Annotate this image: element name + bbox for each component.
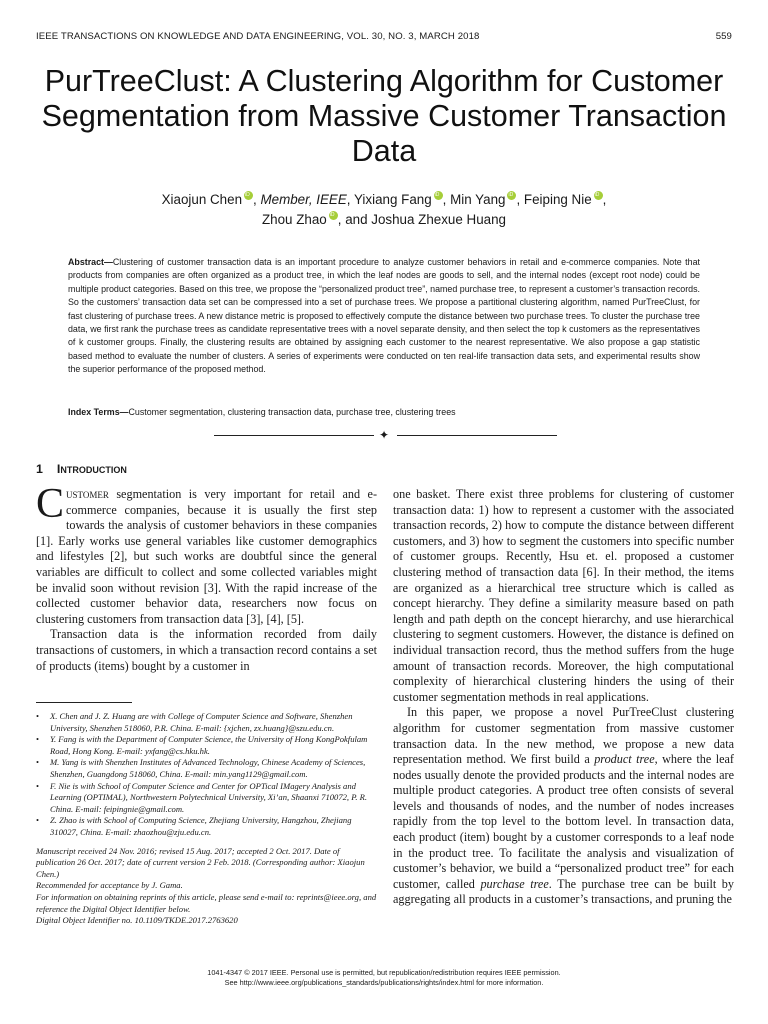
paragraph [393,705,734,908]
paragraph: Transaction data is the information recorded from daily transactions of customers, in which a transaction record contains a set of products (items) bought by a customer in [36,627,377,673]
section-heading [36,462,127,476]
author-list: Xiaojun CheniD , Member, IEEE, Yixiang FangiD , Min YangiD , Feiping NieiD , Zhou ZhaoiD , and Joshua Zhexue Huang [60,190,708,230]
affiliation-note: • F. Nie is with School of Computer Science and Center for OPTical IMagery Analysis and Learning (OPTIMAL), Northwestern Polytechnical University, Xi’an, Shaanxi 710072, P. R. China. E-mail: feipingnie@gmail.com. [36,781,377,816]
author-name: Xiaojun Chen [161,192,243,207]
affiliation-note: • Y. Fang is with the Department of Computer Science, the University of Hong KongPokfulam Road, Hong Kong. E-mail: yxfang@cs.hku.hk. [36,734,377,757]
paragraph [36,481,377,627]
page-number: 559 [715,31,732,42]
paragraph-text: segmentation is very important for retail and e-commerce companies, because it is usually the first step towards the analysis of customer behaviors in these companies [1]. Early works use general variables like customer demographics and lifestyles [2], but such works are doubtful since the general variables are difficult to collect and some collected variables might be invalid soon without revision [3]. With the rapid increase of the collected customer behavior data, researchers now focus on clustering customers from transaction data [3], [4], [5]. [36,487,377,626]
left-column [36,481,377,674]
author-name: Joshua Zhexue Huang [371,212,507,227]
abstract-label: Abstract [68,257,105,267]
index-terms-label: Index Terms [68,407,120,417]
first-word: ustomer [66,487,109,501]
author-name: Yixiang Fang [354,192,432,207]
copyright-notice [40,968,728,988]
abstract-text: Clustering of customer transaction data is an important procedure to analyze customer behaviors in retail and e-commerce companies. Note that products from companies are often organized as a product tree, in which the leaf nodes are goods to sell, and the internal nodes (except root node) could be multiple product categories. Based on this tree, we propose the “personalized product tree”, named purchase tree, to represent a customer’s transaction records. So the customers’ transaction data set can be compressed into a set of purchase trees. We propose a partitional clustering algorithm, named PurTreeClust, for fast clustering of purchase trees. A new distance metric is proposed to effectively compute the distance between two purchase trees. To cluster the purchase tree data, we first rank the purchase trees as candidate representative trees with a novel separate density, and then select the top k customers as the representatives of k customer groups. Finally, the clustering results are obtained by assigning each customer to the nearest representative. We also propose a gap statistic based method to evaluate the number of clusters. A series of experiments were conducted on ten real-life transaction data sets, and experimental results show the superior performance of the proposed method. [68,257,700,375]
orcid-icon[interactable] [329,211,338,220]
paragraph-text: In this paper, we propose a novel PurTreeClust clustering algorithm for customer segmentation from massive customer transaction data. In the new method, we propose a new data representation method. We first build a [393,705,734,767]
recommended-note: Recommended for acceptance by J. Gama. [36,880,183,891]
copyright-line: 1041-4347 © 2017 IEEE. Personal use is permitted, but republication/redistribution requires IEEE permission. [207,968,561,977]
manuscript-info [36,846,377,927]
section-divider [214,428,557,442]
manuscript-dates: Manuscript received 24 Nov. 2016; revised 15 Aug. 2017; accepted 2 Oct. 2017. Date of publication 26 Oct. 2017; date of current version 2 Feb. 2018. (Corresponding author: Xiaojun Chen.) [36,845,365,879]
footnote-rule [36,702,132,703]
reprints-note: For information on obtaining reprints of this article, please send e-mail to: reprints@ieee.org, and reference the Digital Object Identifier below. [36,891,377,914]
orcid-icon[interactable] [244,191,253,200]
paragraph-text: , where the leaf nodes usually denote the provided products and the internal nodes are multiple product categories. A product tree often consists of several levels and thousands of nodes, and the number of nodes increases rapidly from the top level to the bottom level. In transaction data, each product (item) bought by a customer corresponds to a leaf node in the product tree. To facilitate the analysis and visualization of customer’s behavior, we build a “personalized product tree” for each customer, called [393,752,734,891]
author-separator: , and [337,212,372,227]
drop-cap: C [36,481,65,527]
affiliation-note: • M. Yang is with Shenzhen Institutes of Advanced Technology, Chinese Academy of Sciences, Shenzhen, Guangdong 518060, China. E-mail: min.yang1129@gmail.com. [36,757,377,780]
emphasis: product tree [594,752,655,767]
paper-title: PurTreeClust: A Clustering Algorithm for Customer Segmentation from Massive Customer Transaction Data [41,64,727,168]
index-terms: Index Terms—Customer segmentation, clustering transaction data, purchase tree, clustering trees [68,407,456,417]
footnotes [36,711,377,927]
affiliation-note: • Z. Zhao is with School of Computing Science, Zhejiang University, Hangzhou, Zhejiang 310027, China. E-mail: zhaozhou@zju.edu.cn. [36,815,377,838]
affiliation-note: • X. Chen and J. Z. Huang are with College of Computer Science and Software, Shenzhen University, Shenzhen 518060, P.R. China. E-mail: {xjchen, zx.huang}@szu.edu.cn. [36,711,377,734]
paragraph-text: . The purchase tree can be built by aggregating all products in a customer’s transactions, and pruning the [393,876,734,907]
abstract: Abstract—Clustering of customer transaction data is an important procedure to analyze customer behaviors in retail and e-commerce companies. Note that products from companies are often organized as a product tree, in which the leaf nodes are goods to sell, and the internal nodes (except root node) could be multiple product categories. Based on this tree, we propose the “personalized product tree”, named purchase tree, to represent a customer’s transaction records. So the customers’ transaction data set can be compressed into a set of purchase trees. We propose a partitional clustering algorithm, named PurTreeClust, for fast clustering of purchase trees. A new distance metric is proposed to effectively compute the distance between two purchase trees. To cluster the purchase tree data, we first rank the purchase trees as candidate representative trees with a novel separate density, and then select the top k customers as the representatives of k customer groups. Finally, the clustering results are obtained by assigning each customer to the nearest representative. We also propose a gap statistic based method to evaluate the number of clusters. A series of experiments were conducted on ten real-life transaction data sets, and experimental results show the superior performance of the proposed method. [68,257,700,375]
doi-note: Digital Object Identifier no. 10.1109/TKDE.2017.2763620 [36,915,238,926]
author-role: Member, IEEE [260,192,347,207]
orcid-icon[interactable] [507,191,516,200]
running-header [36,31,732,45]
paragraph: one basket. There exist three problems for clustering of customer transaction data: 1) how to represent a customer with the associated transaction records, 2) how to compute the distance between different customers, and 3) how to segment the customers into specific number of customer groups. Recently, Hsu et. el. proposed a customer clustering method of transaction data [6]. In their method, the items are organized as a hierarchical tree structure which is called as concept hierarchy. They define a similarity measure based on path length and path depth on the concept hierarchy, and use hierarchical clustering to segment customers. However, the distance is defined on individual transaction record, thus the method suffers from the huge amount of transaction records. Moreover, the high computational complexity of hierarchical clustering hinders the using of their customer segmentation methods in real applications. [393,487,734,704]
author-name: Min Yang [450,192,506,207]
diamond-icon: ✦ [379,428,390,442]
emphasis: purchase tree [480,876,549,891]
author-name: Zhou Zhao [261,212,327,227]
author-name: Feiping Nie [523,192,592,207]
rights-link[interactable]: See http://www.ieee.org/publications_standards/publications/rights/index.html for more information. [224,977,544,987]
journal-name: IEEE TRANSACTIONS ON KNOWLEDGE AND DATA ENGINEERING, VOL. 30, NO. 3, MARCH 2018 [36,31,480,42]
section-title: Introduction [56,462,127,476]
orcid-icon[interactable] [434,191,443,200]
orcid-icon[interactable] [594,191,603,200]
right-column [393,487,734,908]
index-terms-text: Customer segmentation, clustering transaction data, purchase tree, clustering trees [128,407,456,417]
section-number: 1 [36,462,43,476]
